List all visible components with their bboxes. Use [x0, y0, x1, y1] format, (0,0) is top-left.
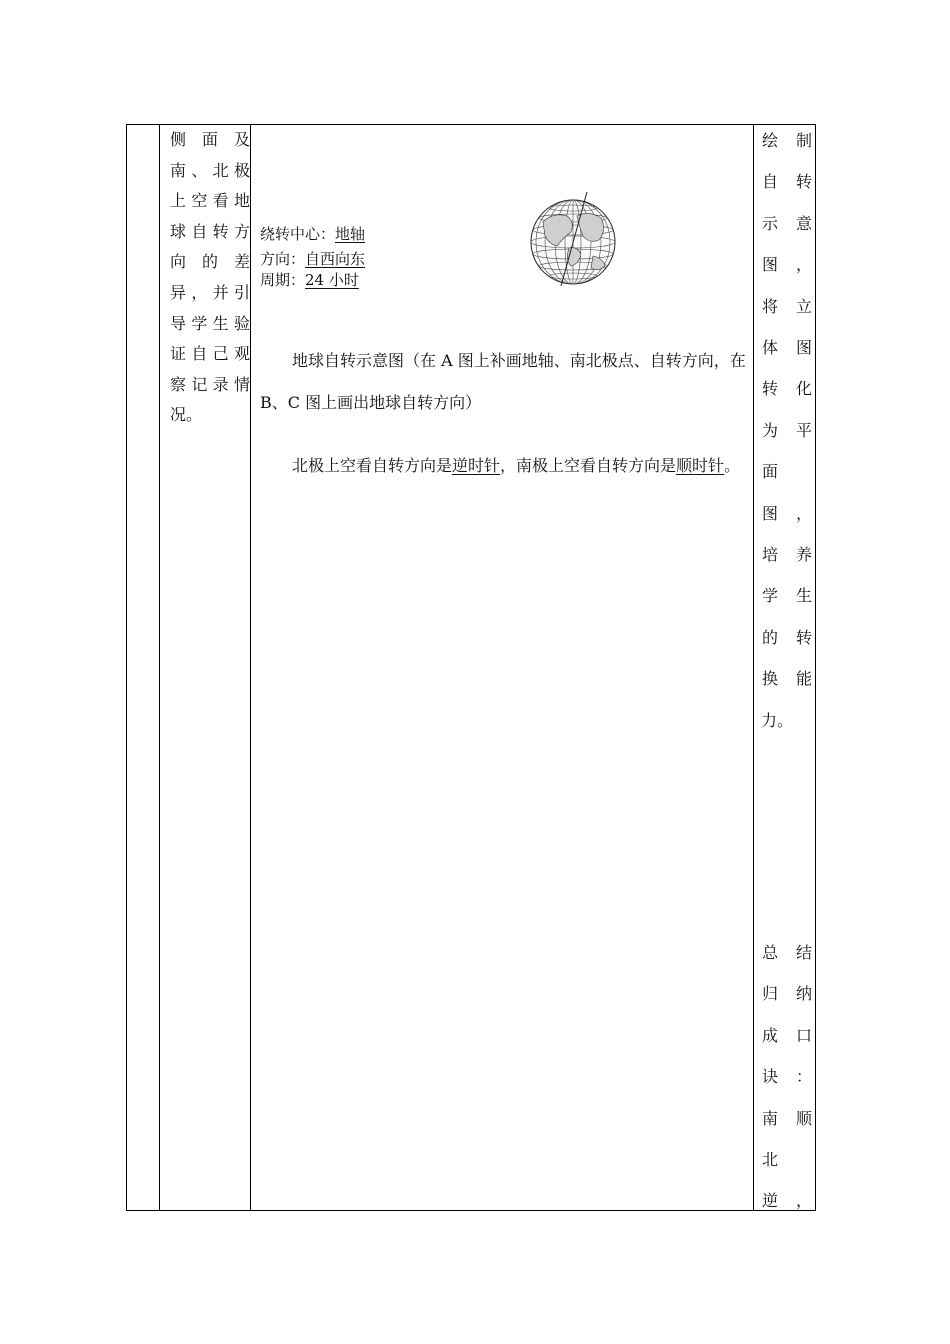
vertical-text-row	[761, 1023, 813, 1064]
rotation-period-label: 周期：	[260, 271, 306, 289]
vertical-text-row	[761, 169, 813, 210]
vertical-text-char: 养	[795, 545, 812, 564]
diagram-caption: 地球自转示意图（在 A 图上补画地轴、南北极点、自转方向，在 B、C 图上画出地球自转方向）	[260, 351, 746, 412]
south-view-prefix: ，南极上空看自转方向是	[500, 456, 677, 475]
vertical-text-char: 力。	[761, 710, 794, 730]
cell-text-line: 导学生验	[170, 313, 250, 333]
cell-text-line: 球自转方	[170, 221, 250, 241]
vertical-text-char: 自	[761, 172, 778, 192]
vertical-text-char: 平	[795, 420, 812, 440]
cell-text-line: 上空看地	[170, 191, 250, 211]
vertical-text-char: 意	[795, 213, 812, 233]
student-activity-cell	[260, 125, 754, 1210]
rotation-center	[260, 225, 365, 243]
vertical-text-row	[761, 981, 813, 1022]
vertical-text-row	[761, 418, 813, 459]
vertical-text-char: 将	[761, 296, 778, 316]
vertical-text-char: ，	[795, 503, 812, 523]
vertical-text-char: 能	[795, 669, 812, 689]
rotation-period	[260, 271, 359, 289]
column-divider	[159, 125, 160, 1210]
vertical-text-char: 转	[795, 172, 812, 192]
cell-text-line: 侧 面 及	[170, 130, 250, 149]
vertical-text-row	[761, 583, 813, 624]
vertical-text-char: 体	[761, 338, 778, 357]
north-view-prefix: 北极上空看自转方向是	[292, 456, 453, 475]
pole-view-answer	[260, 445, 754, 487]
rotation-direction-label: 方向：	[260, 250, 306, 268]
vertical-text-char: 诀	[761, 1067, 778, 1087]
vertical-text-char: 的	[761, 627, 778, 647]
lesson-table	[126, 124, 816, 1211]
vertical-text-row	[761, 294, 813, 335]
vertical-text-row	[761, 1188, 813, 1229]
globe-illustration	[523, 186, 623, 286]
vertical-text-char: 图	[761, 503, 778, 523]
vertical-text-char: 南	[761, 1108, 778, 1128]
vertical-text-row	[761, 708, 813, 749]
south-view-answer: 顺时针	[676, 456, 725, 475]
vertical-text-char: 纳	[795, 984, 812, 1004]
vertical-text-char: ，	[795, 255, 812, 275]
teacher-activity-cell	[170, 125, 250, 431]
cell-text-line: 南、北极	[170, 160, 250, 180]
cell-text-line: 察记录情	[170, 374, 250, 394]
vertical-text-row	[761, 666, 813, 707]
cell-text-line: 异，并引	[170, 282, 250, 302]
cell-text-line: 证自己观	[170, 344, 250, 364]
vertical-text-char	[795, 708, 813, 749]
rotation-center-label: 绕转中心：	[260, 225, 336, 243]
vertical-text-row	[761, 1106, 813, 1147]
column-divider	[250, 125, 251, 1210]
vertical-text-row	[761, 542, 813, 583]
vertical-text-row	[761, 940, 813, 981]
vertical-text-char: ：	[795, 1067, 812, 1087]
vertical-text-char: 转	[761, 379, 778, 399]
vertical-text-char: 成	[761, 1025, 778, 1045]
vertical-text-char: 绘	[761, 131, 778, 150]
vertical-text-char: 学	[761, 586, 778, 606]
vertical-text-char: 逆	[761, 1191, 778, 1211]
cell-text-line: 况。	[170, 405, 203, 425]
sentence-end: 。	[724, 456, 741, 475]
vertical-text-char: 北	[761, 1150, 778, 1169]
vertical-text-char: 归	[761, 984, 778, 1004]
vertical-text-row	[761, 1064, 813, 1105]
rotation-direction-value: 自西向东	[305, 250, 366, 268]
vertical-text-char: 制	[795, 131, 812, 150]
vertical-text-row	[761, 335, 813, 376]
rotation-center-value: 地轴	[335, 225, 366, 243]
vertical-text-char: 立	[795, 296, 812, 316]
vertical-text-char: 为	[761, 420, 778, 440]
vertical-text-char: 总	[761, 943, 778, 962]
vertical-text-char	[795, 1147, 813, 1188]
vertical-text-char: 口	[795, 1025, 812, 1045]
vertical-text-char: 图	[761, 255, 778, 275]
vertical-text-row	[761, 625, 813, 666]
cell-text-line: 向 的 差	[170, 252, 250, 272]
vertical-text-row	[761, 459, 813, 500]
vertical-text-row	[761, 376, 813, 417]
vertical-text-char: 培	[761, 545, 778, 564]
vertical-text-char: 转	[795, 627, 812, 647]
vertical-text-char: 化	[795, 379, 812, 399]
north-view-answer: 逆时针	[452, 456, 501, 475]
rotation-direction	[260, 250, 365, 268]
vertical-text-char: 顺	[795, 1108, 812, 1128]
vertical-text-char: 示	[761, 213, 778, 233]
vertical-text-row	[761, 1147, 813, 1188]
vertical-text-char: 换	[761, 669, 778, 689]
vertical-text-row	[761, 501, 813, 542]
vertical-text-char: 生	[795, 586, 812, 606]
vertical-text-row	[761, 128, 813, 169]
vertical-text-char	[795, 459, 813, 500]
rotation-period-value: 24 小时	[305, 271, 359, 289]
vertical-text-char: ，	[795, 1191, 812, 1211]
vertical-text-char: 图	[795, 338, 812, 357]
vertical-text-row	[761, 252, 813, 293]
vertical-text-char: 面	[761, 462, 778, 482]
vertical-text-row	[761, 211, 813, 252]
vertical-text-char: 结	[795, 943, 812, 962]
